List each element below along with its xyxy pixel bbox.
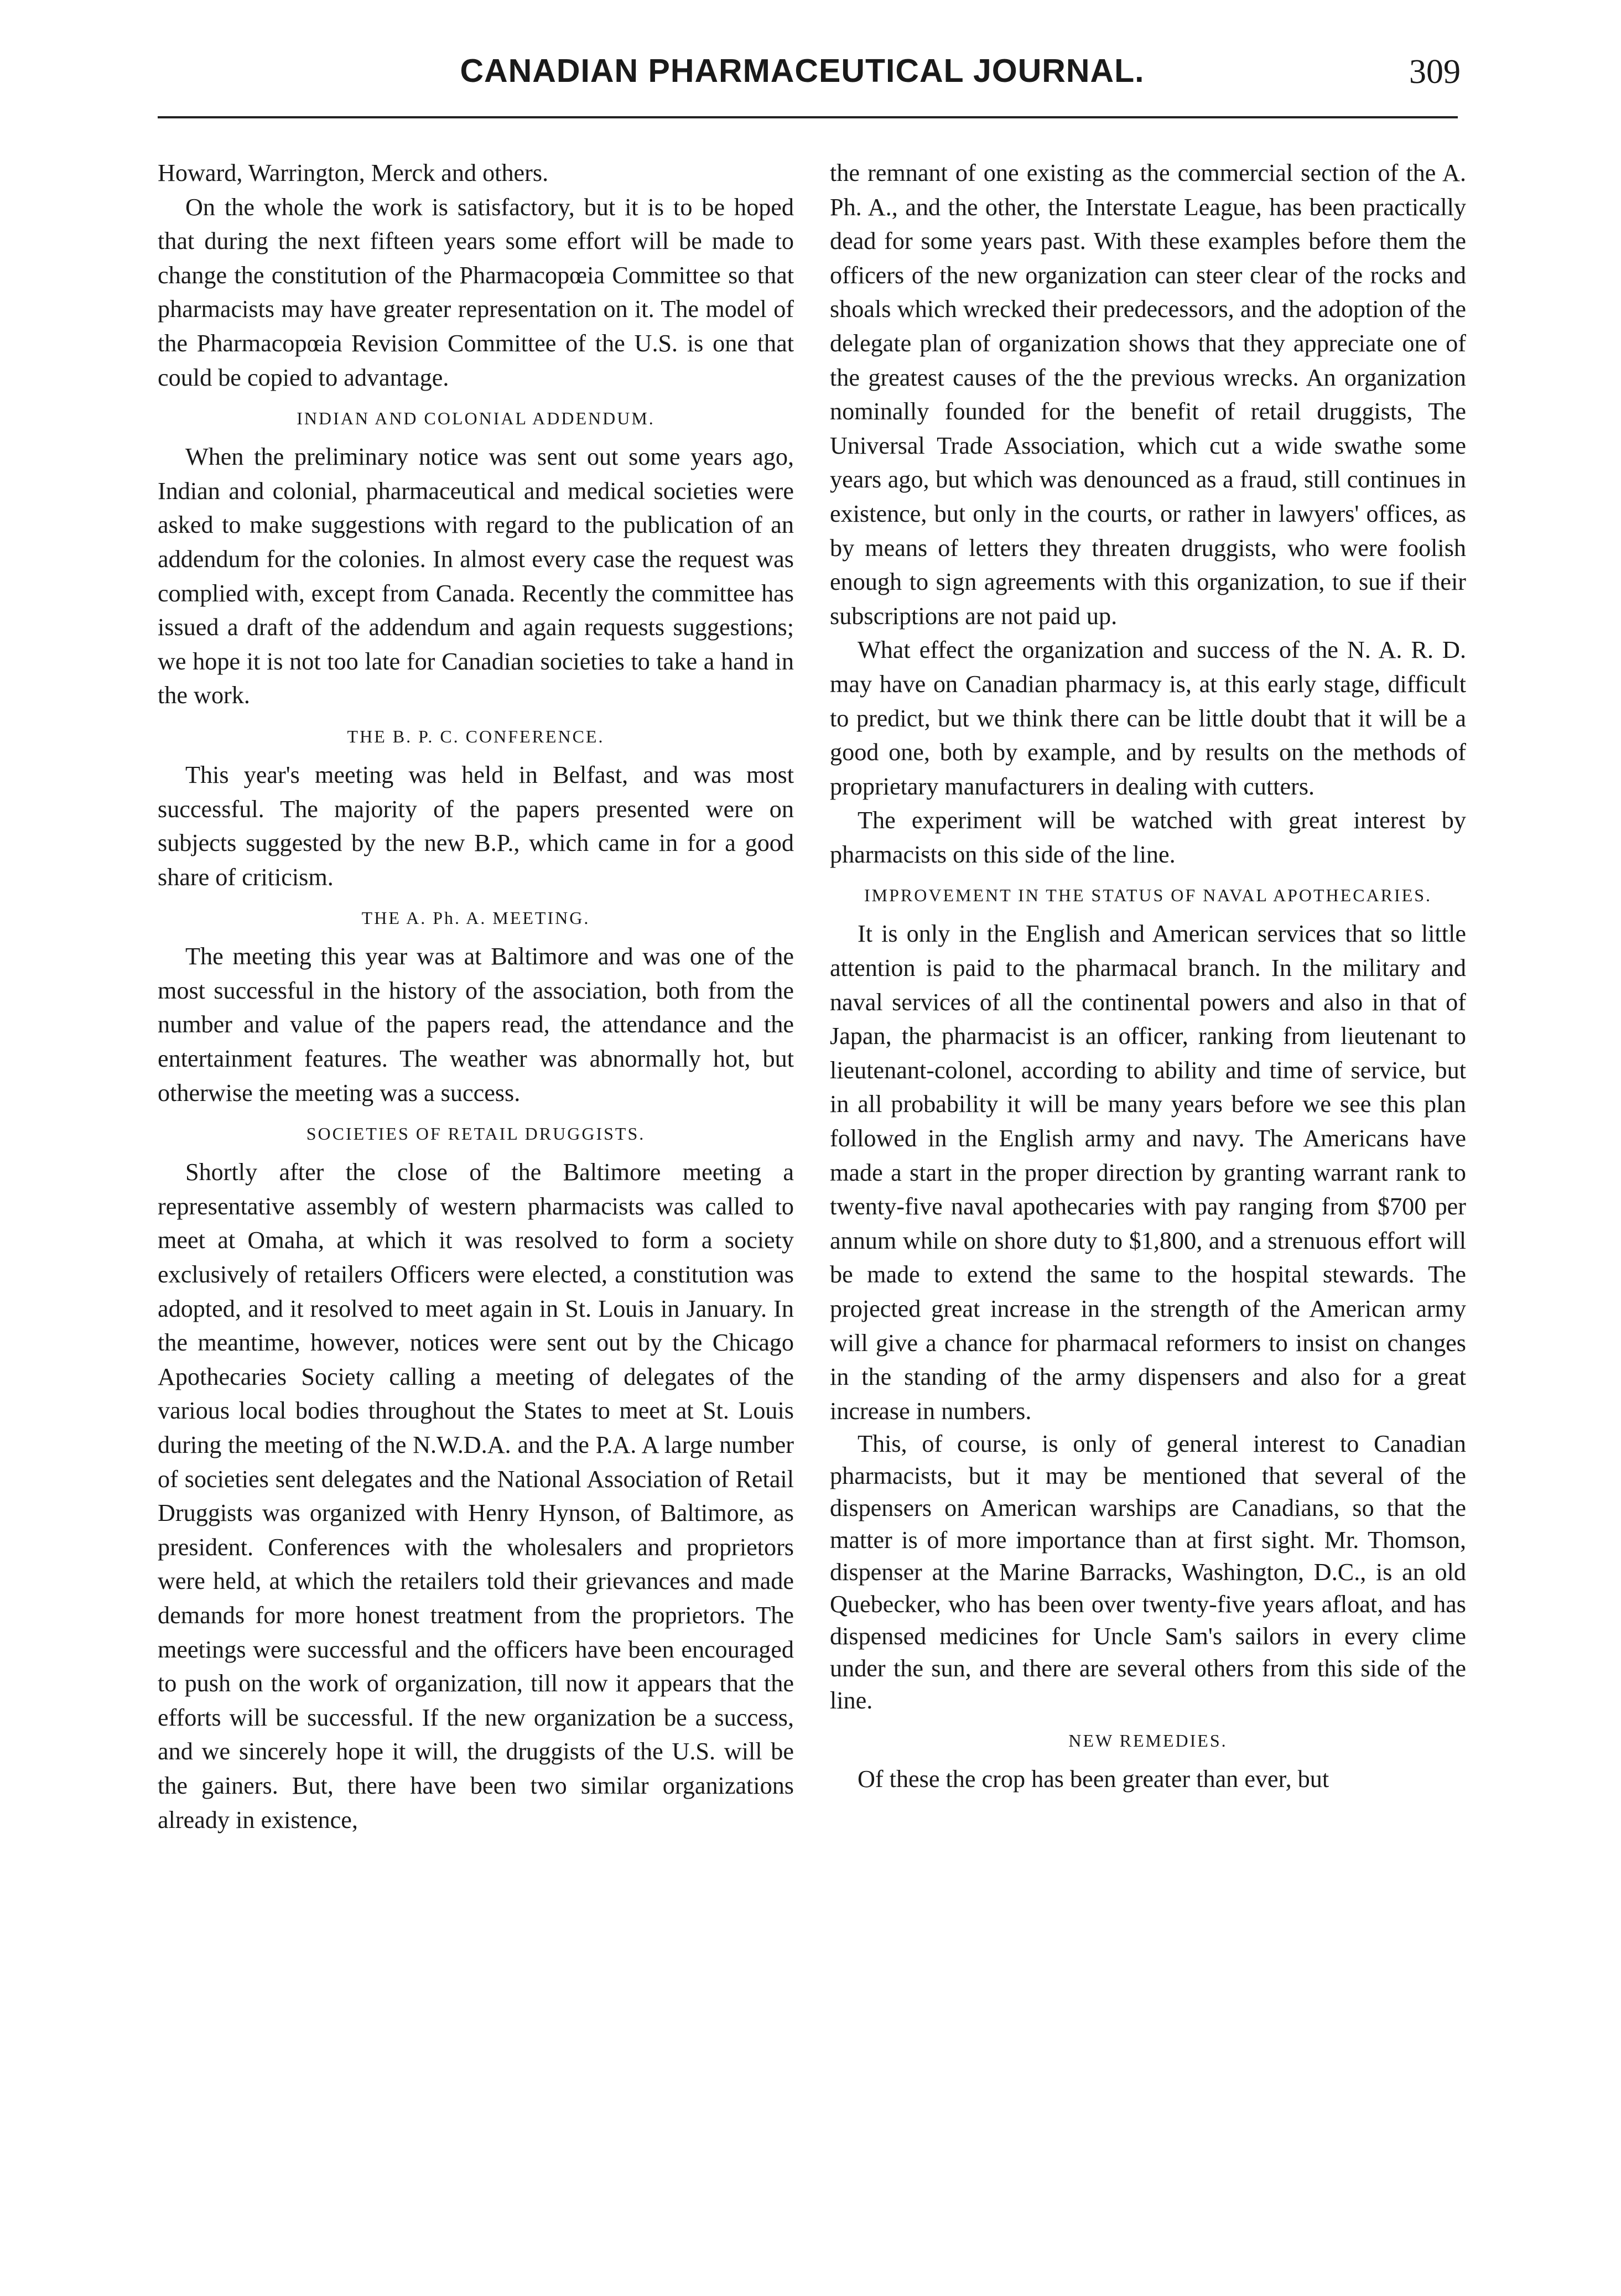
page-header [158, 51, 1461, 106]
paragraph: It is only in the English and American services that so little attention is paid to the pharmacal branch. In the military and naval services of all the continental powers and also in that of Japan, the pharmacist is an officer, ranking from lieutenant to lieutenant-colonel, according to ability and time of service, but in all probability it will be many years before we see this plan followed in the English army and navy. The Americans have made a start in the proper direction by granting warrant rank to twenty-five naval apothecaries with pay ranging from $700 per annum while on shore duty to $1,800, and a strenuous effort will be made to extend the same to the hospital stewards. The projected great increase in the strength of the American army will give a chance for pharmacal reformers to insist on changes in the standing of the army dispensers and also for a great increase in numbers. [830, 920, 1466, 1425]
paragraph: the remnant of one existing as the commercial section of the A. Ph. A., and the other, the Interstate League, has been practically dead for some years past. With these examples before them the officers of the new organization can steer clear of the rocks and shoals which wrecked their predecessors, and the adoption of the delegate plan of organization shows that they appreciate one of the greatest causes of the the previous wrecks. An organization nominally founded for the benefit of retail druggists, The Universal Trade Association, which cut a wide swathe some years ago, but which was denounced as a fraud, still continues in existence, but only in the courts, or rather in lawyers' offices, as by means of letters they threaten druggists, who were foolish enough to sign agreements with this organization, to sue if their subscriptions are not paid up. [830, 159, 1466, 630]
section-heading-bpc-conference: THE B. P. C. CONFERENCE. [347, 726, 605, 746]
header-rule [158, 116, 1458, 118]
paragraph: When the preliminary notice was sent out some years ago, Indian and colonial, pharmaceutical and medical societies were asked to make suggestions with regard to the publication of an addendum for the colonies. In almost every case the request was complied with, except from Canada. Recently the committee has issued a draft of the addendum and again requests suggestions; we hope it is not too late for Canadian societies to take a hand in the work. [158, 443, 794, 709]
paragraph: The meeting this year was at Baltimore and was one of the most successful in the history of the association, both from the number and value of the papers read, the attendance and the entertainment features. The weather was abnormally hot, but otherwise the meeting was a success. [158, 943, 794, 1107]
paragraph: This year's meeting was held in Belfast, and was most successful. The majority of the papers presented were on subjects suggested by the new B.P., which came in for a good share of criticism. [158, 761, 794, 891]
paragraph: What effect the organization and success of the N. A. R. D. may have on Canadian pharmacy is, at this early stage, difficult to predict, but we think there can be little doubt that it will be a good one, both by example, and by results on the methods of proprietary manufacturers in dealing with cutters. [830, 636, 1466, 800]
paragraph: This, of course, is only of general interest to Canadian pharmacists, but it may be mentioned that several of the dispensers on American warships are Canadians, so that the matter is of more importance than at first sight. Mr. Thomson, dispenser at the Marine Barracks, Washington, D.C., is an old Quebecker, who has been over twenty-five years afloat, and has dispensed medicines for Uncle Sam's sailors in every clime under the sun, and there are several others from this side of the line. [830, 1430, 1466, 1715]
section-heading-societies-of-retail-druggists: SOCIETIES OF RETAIL DRUGGISTS. [306, 1124, 646, 1144]
section-heading-apha-meeting: THE A. Ph. A. MEETING. [361, 908, 590, 928]
paragraph: The experiment will be watched with great interest by pharmacists on this side of the line. [830, 807, 1466, 868]
running-title: CANADIAN PHARMACEUTICAL JOURNAL. [460, 53, 1145, 89]
left-column [158, 156, 794, 2137]
section-heading-new-remedies: NEW REMEDIES. [1068, 1731, 1228, 1751]
paragraph: Howard, Warrington, Merck and others. [158, 159, 549, 186]
paragraph: Of these the crop has been greater than ever, but [858, 1765, 1329, 1793]
page-number: 309 [1409, 53, 1461, 91]
section-heading-naval-apothecaries: IMPROVEMENT IN THE STATUS OF NAVAL APOTHECARIES. [864, 885, 1432, 906]
paragraph: Shortly after the close of the Baltimore meeting a representative assembly of western pharmacists was called to meet at Omaha, at which it was resolved to form a society exclusively of retailers Officers were elected, a constitution was adopted, and it resolved to meet again in St. Louis in January. In the meantime, however, notices were sent out by the Chicago Apothecaries Society calling a meeting of delegates of the various local bodies throughout the States to meet at St. Louis during the meeting of the N.W.D.A. and the P.A. A large number of societies sent delegates and the National Association of Retail Druggists was organized with Henry Hynson, of Baltimore, as president. Conferences with the wholesalers and proprietors were held, at which the retailers told their grievances and made demands for more honest treatment from the proprietors. The meetings were successful and the officers have been encouraged to push on the work of organization, till now it appears that the efforts will be successful. If the new organization be a success, and we sincerely hope it will, the druggists of the U.S. will be the gainers. But, there have been two similar organizations already in existence, [158, 1159, 794, 1833]
right-column [830, 156, 1466, 2137]
paragraph: On the whole the work is satisfactory, but it is to be hoped that during the next fifteen years some effort will be made to change the constitution of the Pharmacopœia Committee so that pharmacists may have greater representation on it. The model of the Pharmacopœia Revision Committee of the U.S. is one that could be copied to advantage. [158, 193, 794, 391]
section-heading-indian-colonial-addendum: INDIAN AND COLONIAL ADDENDUM. [297, 408, 655, 429]
